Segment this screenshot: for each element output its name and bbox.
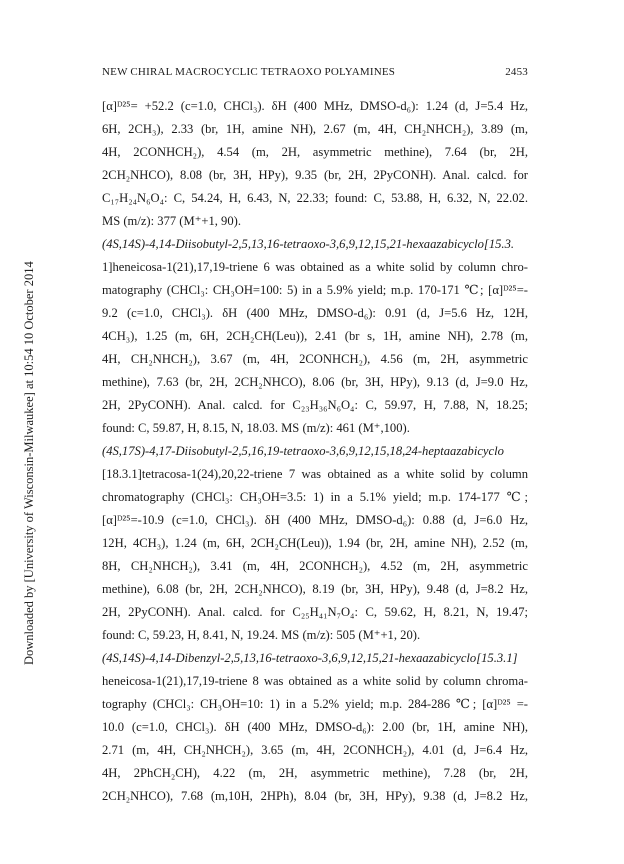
text-line: methine), 6.08 (br, 2H, 2CH₂NHCO), 8.19 (br, 3H, HPy), 9.48 (d, J=8.2 Hz, — [102, 582, 528, 596]
text-line: 4CH₃), 1.25 (m, 6H, 2CH₂CH(Leu)), 2.41 (br s, 1H, amine NH), 2.78 (m, — [102, 329, 528, 343]
text-line: [18.3.1]tetracosa-1(24),20,22-triene 7 was obtained as a white solid by column — [102, 467, 528, 481]
text-line: MS (m/z): 377 (M⁺+1, 90). — [102, 214, 241, 228]
text-line: methine), 7.63 (br, 2H, 2CH₂NHCO), 8.06 (br, 3H, HPy), 9.13 (d, J=9.0 Hz, — [102, 375, 528, 389]
page-number: 2453 — [505, 66, 528, 78]
running-title: NEW CHIRAL MACROCYCLIC TETRAOXO POLYAMINES — [102, 66, 396, 78]
text-line: 9.2 (c=1.0, CHCl₃). δH (400 MHz, DMSO-d₆): 0.91 (d, J=5.6 Hz, 12H, — [102, 306, 528, 320]
text-line: chromatography (CHCl₃: CH₃OH=3.5: 1) in a 5.1% yield; m.p. 174-177 ℃; — [102, 490, 528, 504]
text-line: heneicosa-1(21),17,19-triene 8 was obtained as a white solid by column chroma- — [102, 674, 528, 688]
compound-heading-line: (4S,14S)-4,14-Dibenzyl-2,5,13,16-tetraoxo-3,6,9,12,15,21-hexaazabicyclo[15.3.1] — [102, 651, 518, 665]
text-line: tography (CHCl₃: CH₃OH=10: 1) in a 5.2% yield; m.p. 284-286 ℃; [α]ᴰ²⁵ =- — [102, 697, 528, 711]
body-text — [102, 95, 528, 808]
running-header — [102, 66, 528, 78]
text-line: [α]ᴰ²⁵= +52.2 (c=1.0, CHCl₃). δH (400 MHz, DMSO-d₆): 1.24 (d, J=5.4 Hz, — [102, 99, 528, 113]
download-notice: Downloaded by [University of Wisconsin-Milwaukee] at 10:54 10 October 2014 — [22, 261, 36, 665]
text-line: found: C, 59.87, H, 8.15, N, 18.03. MS (m/z): 461 (M⁺,100). — [102, 421, 410, 435]
text-line: 2CH₂NHCO), 7.68 (m,10H, 2HPh), 8.04 (br, 3H, HPy), 9.38 (d, J=8.2 Hz, — [102, 789, 528, 803]
text-line: 2H, 2PyCONH). Anal. calcd. for C₂₅H₄₁N₇O₄: C, 59.62, H, 8.21, N, 19.47; — [102, 605, 528, 619]
text-line: C₁₇H₂₄N₆O₄: C, 54.24, H, 6.43, N, 22.33; found: C, 53.88, H, 6.32, N, 22.02. — [102, 191, 528, 205]
text-line: 2H, 2PyCONH). Anal. calcd. for C₂₃H₃₆N₆O₄: C, 59.97, H, 7.88, N, 18.25; — [102, 398, 528, 412]
text-line: found: C, 59.23, H, 8.41, N, 19.24. MS (m/z): 505 (M⁺+1, 20). — [102, 628, 421, 642]
text-line: 2.71 (m, 4H, CH₂NHCH₂), 3.65 (m, 4H, 2CONHCH₂), 4.01 (d, J=6.4 Hz, — [102, 743, 528, 757]
text-line: 4H, 2CONHCH₂), 4.54 (m, 2H, asymmetric methine), 7.64 (br, 2H, — [102, 145, 528, 159]
text-line: [α]ᴰ²⁵=-10.9 (c=1.0, CHCl₃). δH (400 MHz, DMSO-d₆): 0.88 (d, J=6.0 Hz, — [102, 513, 528, 527]
compound-heading-line: (4S,14S)-4,14-Diisobutyl-2,5,13,16-tetraoxo-3,6,9,12,15,21-hexaazabicyclo[15.3. — [102, 237, 515, 251]
text-line: 1]heneicosa-1(21),17,19-triene 6 was obtained as a white solid by column chro- — [102, 260, 528, 274]
text-line: 6H, 2CH₃), 2.33 (br, 1H, amine NH), 2.67 (m, 4H, CH₂NHCH₂), 3.89 (m, — [102, 122, 528, 136]
text-line: 2CH₂NHCO), 8.08 (br, 3H, HPy), 9.35 (br, 2H, 2PyCONH). Anal. calcd. for — [102, 168, 528, 182]
text-line: 4H, CH₂NHCH₂), 3.67 (m, 4H, 2CONHCH₂), 4.56 (m, 2H, asymmetric — [102, 352, 528, 366]
compound-heading-line: (4S,17S)-4,17-Diisobutyl-2,5,16,19-tetraoxo-3,6,9,12,15,18,24-heptaazabicyclo — [102, 444, 504, 458]
text-line: matography (CHCl₃: CH₃OH=100: 5) in a 5.9% yield; m.p. 170-171 ℃; [α]ᴰ²⁵=- — [102, 283, 528, 297]
text-line: 8H, CH₂NHCH₂), 3.41 (m, 4H, 2CONHCH₂), 4.52 (m, 2H, asymmetric — [102, 559, 528, 573]
text-line: 10.0 (c=1.0, CHCl₃). δH (400 MHz, DMSO-d₆): 2.00 (br, 1H, amine NH), — [102, 720, 528, 734]
text-line: 4H, 2PhCH₂CH), 4.22 (m, 2H, asymmetric methine), 7.28 (br, 2H, — [102, 766, 528, 780]
text-line: 12H, 4CH₃), 1.24 (m, 6H, 2CH₂CH(Leu)), 1.94 (br, 2H, amine NH), 2.52 (m, — [102, 536, 528, 550]
